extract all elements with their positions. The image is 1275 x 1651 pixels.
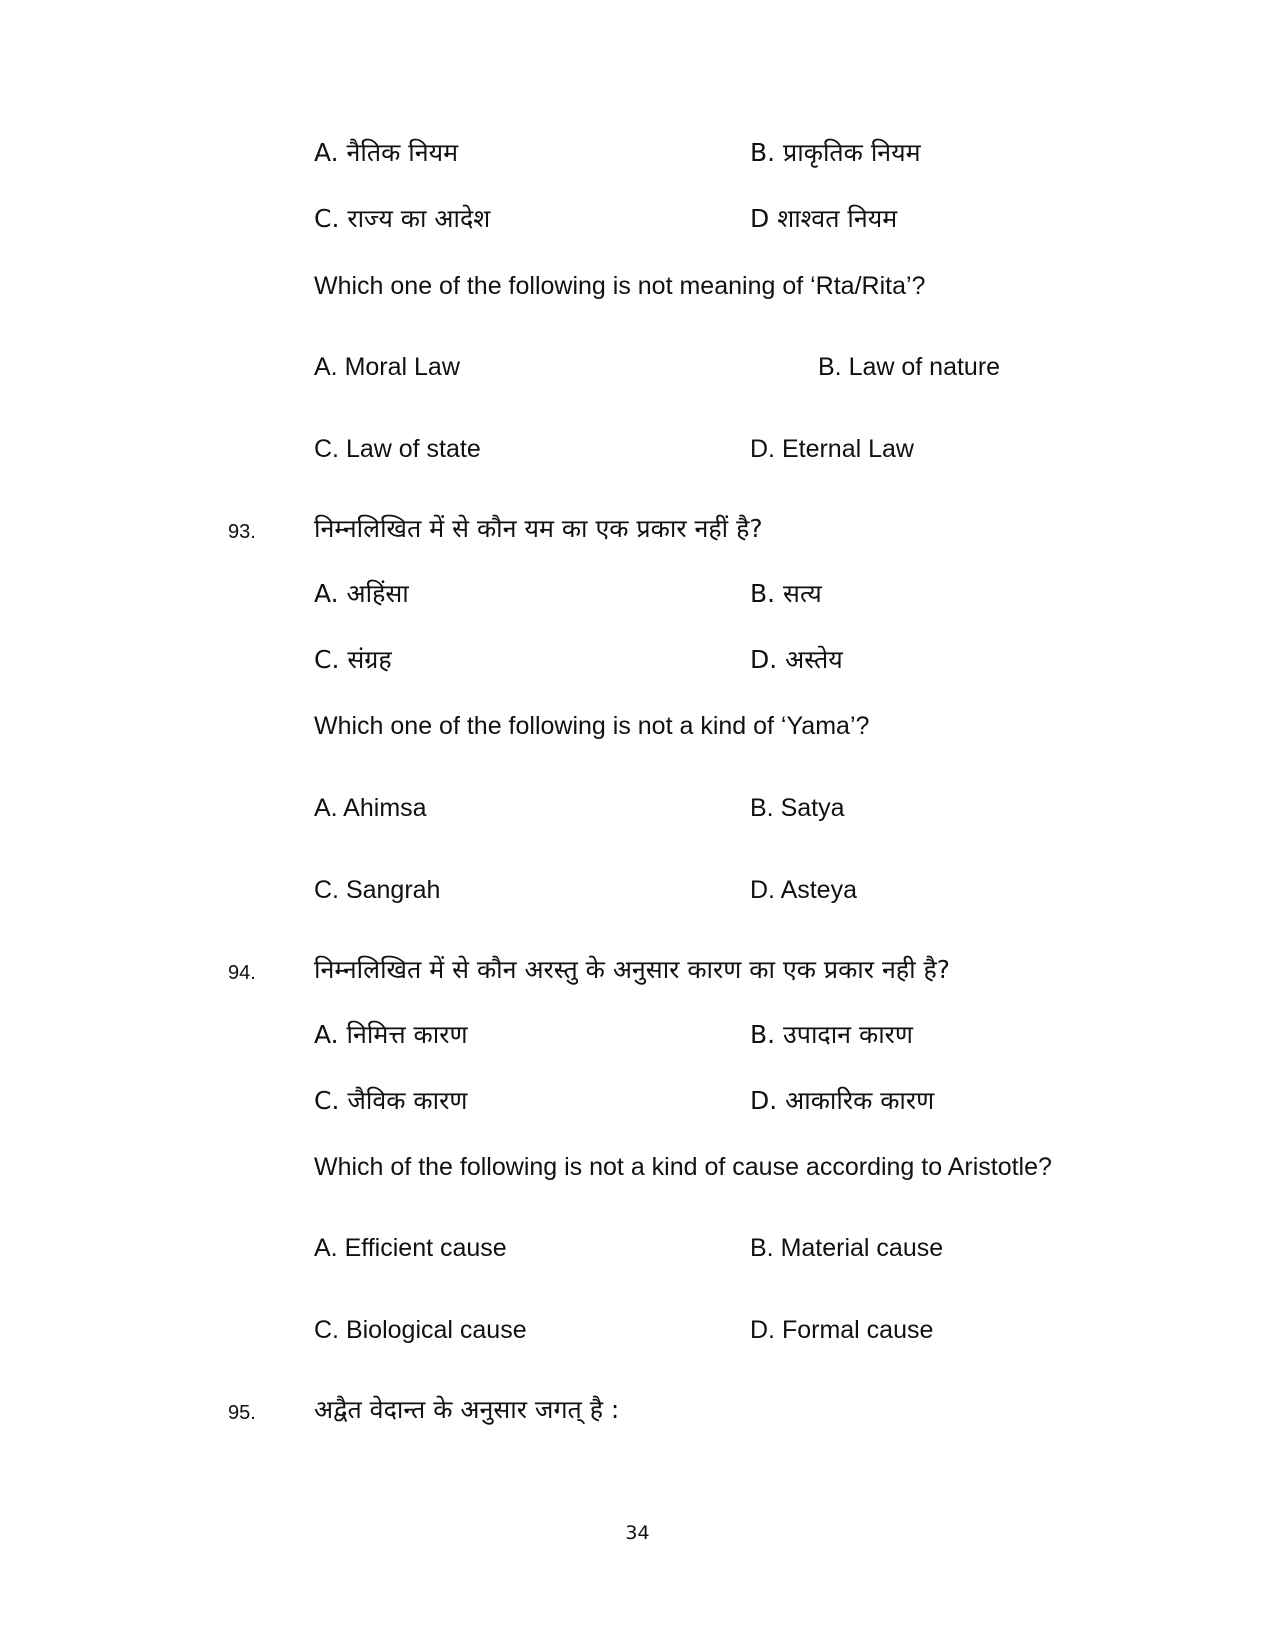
q93-option-b-english: B. Satya: [750, 794, 845, 822]
q93-question-hindi: निम्नलिखित में से कौन यम का एक प्रकार नहीं है?: [314, 514, 763, 543]
q92-option-b-hindi: B. प्राकृतिक नियम: [750, 138, 921, 167]
q93-option-c-english: C. Sangrah: [314, 876, 441, 904]
q94-option-b-english: B. Material cause: [750, 1234, 944, 1262]
q92-option-b-english: B. Law of nature: [818, 353, 1001, 381]
q93-option-a-hindi: A. अहिंसा: [314, 579, 409, 608]
q92-option-a-english: A. Moral Law: [314, 353, 460, 381]
q92-question-english: Which one of the following is not meaning of ‘Rta/Rita’?: [314, 272, 926, 300]
q93-option-c-hindi: C. संग्रह: [314, 645, 392, 674]
q94-number: 94.: [228, 962, 256, 984]
page-number: 34: [625, 1522, 650, 1544]
q93-number: 93.: [228, 521, 256, 543]
q94-option-b-hindi: B. उपादान कारण: [750, 1020, 913, 1049]
q92-option-c-english: C. Law of state: [314, 435, 481, 463]
q92-option-d-english: D. Eternal Law: [750, 435, 914, 463]
q95-question-hindi: अद्वैत वेदान्त के अनुसार जगत् है :: [314, 1395, 620, 1424]
q93-option-b-hindi: B. सत्य: [750, 579, 822, 608]
q94-option-d-english: D. Formal cause: [750, 1316, 934, 1344]
q94-option-c-english: C. Biological cause: [314, 1316, 527, 1344]
q94-option-a-english: A. Efficient cause: [314, 1234, 507, 1262]
q94-question-hindi: निम्नलिखित में से कौन अरस्तु के अनुसार कारण का एक प्रकार नही है?: [314, 955, 951, 984]
q92-option-c-hindi: C. राज्य का आदेश: [314, 204, 491, 233]
q94-question-english: Which of the following is not a kind of cause according to Aristotle?: [314, 1153, 1052, 1181]
q93-option-d-hindi: D. अस्तेय: [750, 645, 843, 674]
q93-option-a-english: A. Ahimsa: [314, 794, 427, 822]
q93-option-d-english: D. Asteya: [750, 876, 857, 904]
q95-number: 95.: [228, 1402, 256, 1424]
q94-option-d-hindi: D. आकारिक कारण: [750, 1086, 935, 1115]
q94-option-c-hindi: C. जैविक कारण: [314, 1086, 468, 1115]
q93-question-english: Which one of the following is not a kind of ‘Yama’?: [314, 712, 870, 740]
q92-option-a-hindi: A. नैतिक नियम: [314, 138, 459, 167]
q94-option-a-hindi: A. निमित्त कारण: [314, 1020, 468, 1049]
q92-option-d-hindi: D शाश्वत नियम: [750, 204, 898, 233]
